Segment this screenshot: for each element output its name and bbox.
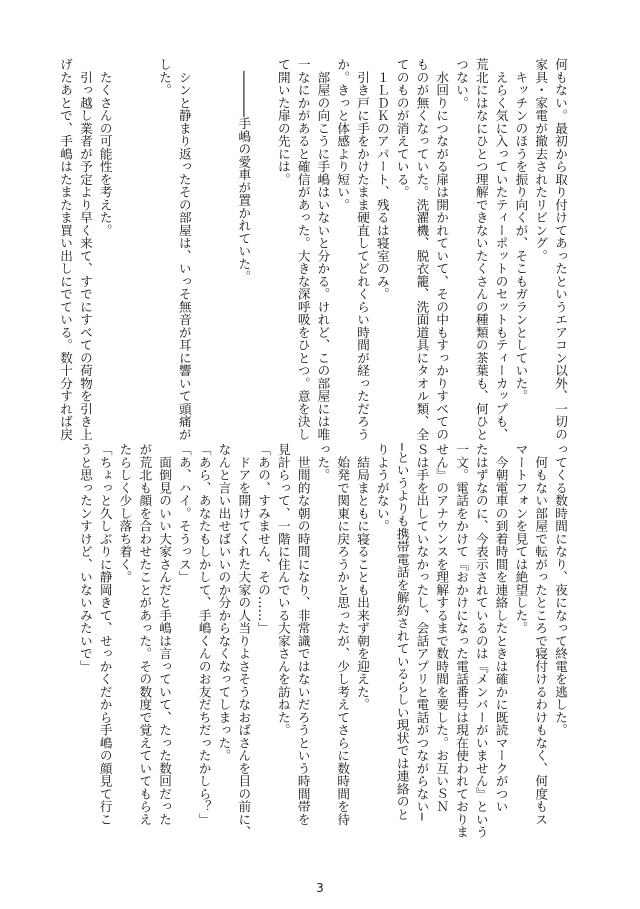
- text-line: シンと静まり返ったその部屋は、いっそ無音が耳に響いて頭痛が: [176, 58, 192, 441]
- text-line: った。: [315, 443, 331, 482]
- page-number: 3: [316, 881, 324, 895]
- text-line: Ｓは手を出していなかったし、会話アプリと電話がつながらない─: [414, 443, 430, 821]
- text-line: [115, 58, 135, 393]
- text-line: 結局まともに寝ることも出来ず朝を迎えた。: [355, 443, 371, 711]
- text-line: 一文。電話をかけて『おかけになった電話番号は現在使われておりま: [454, 443, 470, 839]
- text-line: か。きっと体感より短い。: [335, 58, 351, 211]
- text-line: 何もない部屋で転がったところで寝付けるわけもなく、何度もス: [533, 443, 549, 826]
- text-line: マートフォンを見ては絶望した。: [513, 443, 529, 635]
- text-line: ──────手嶋の愛車が置かれていた。: [236, 58, 252, 283]
- text-line: 見計らって、一階に住んでいる大家さんを訪ねた。: [275, 443, 291, 737]
- text-line: ってくる数時間になり、夜になって終電を逃した。: [553, 443, 568, 737]
- text-line: キッチンのほうを振り向くが、そこもガランとしていた。: [513, 58, 529, 403]
- text-line: [214, 58, 234, 393]
- upper-text-block: [58, 58, 570, 441]
- text-line: えらく気に入っていたティーポットのセットもティーカップも、: [493, 58, 509, 441]
- text-line: たくさんの可能性を考えた。: [97, 58, 113, 237]
- text-line: 家具・家電が撤去されたリビング。: [533, 58, 549, 262]
- text-line: した。: [157, 58, 173, 97]
- text-line: ものが無くなっていた。洗濯機、脱衣籠、洗面道具にタオル類、全: [414, 58, 430, 441]
- text-line: うと思ったンすけど、いないみたいで」: [77, 443, 93, 673]
- text-line: [253, 58, 273, 393]
- text-line: なんと言い出せばいいのか分からなくなってしまった。: [216, 443, 232, 762]
- text-line: [134, 58, 154, 393]
- text-line: 引き戸に手をかけたまま硬直してどれくらい時間が経っただろう: [355, 58, 371, 441]
- text-line: げたあとで、手嶋はたまたま買い出しにでている。数十分すれば戻: [58, 58, 74, 441]
- text-line: たらしく少し落ち着く。: [117, 443, 133, 584]
- text-line: 荒北にはなにひとつ理解できないたくさんの種類の茶葉も、何ひと: [473, 58, 489, 441]
- text-line: 「あの、すみません、その……」: [256, 443, 272, 635]
- text-line: [194, 58, 214, 393]
- text-line: 面倒見のいい大家さんだと手嶋は言っていて、たった数回だった: [157, 443, 173, 826]
- text-line: て開いた扉の先には。: [275, 58, 291, 186]
- text-line: が荒北も顔を合わせたことがあった。その数度で覚えていてもらえ: [137, 443, 153, 826]
- text-line: 何もない。最初から取り付けてあったというエアコン以外、一切の: [553, 58, 568, 441]
- text-line: 世間的な朝の時間になり、非常識ではないだろうという時間帯を: [295, 443, 311, 826]
- text-line: 部屋の向こうに手嶋はいないと分かる。けれど、この部屋には唯: [315, 58, 331, 441]
- text-line: つない。: [454, 58, 470, 109]
- text-line: 水回りにつながる扉は開かれていて、その中もすっかりすべての: [434, 58, 450, 441]
- text-line: せん』のアナウンスを理解するまで数時間を要した。お互いＳＮ: [434, 443, 450, 813]
- text-line: たはずなのに、今表示されているのは『メンバーがいません』という: [473, 443, 489, 839]
- lower-text-block: [70, 443, 570, 839]
- text-line: りようがない。: [374, 443, 390, 533]
- text-line: 「ちょっと久しぶりに静岡きて、せっかくだから手嶋の顔見て行こ: [97, 443, 113, 826]
- text-line: ─というよりも携帯電話を解約されているらしい現状では連絡のと: [394, 443, 410, 821]
- text-line: 今朝電車の到着時間を連絡したときは確かに既読マークがつい: [493, 443, 509, 813]
- text-line: 引っ越し業者が予定より早く来て、すでにすべての荷物を引き上: [77, 58, 93, 441]
- text-line: １ＬＤＫのアパート、残るは寝室のみ。: [374, 58, 390, 301]
- text-line: てのものが消えている。: [394, 58, 410, 199]
- text-line: ドアを開けてくれた大家の人当りよさそうなおばさんを目の前に、: [236, 443, 252, 839]
- text-line: 始発で関東に戻ろうかと思ったが、少し考えてさらに数時間を待: [335, 443, 351, 826]
- text-line: 一なにかがあると確信があった。大きな深呼吸をひとつ。意を決し: [295, 58, 311, 441]
- text-line: 「あ、ハイ。そうっス」: [176, 443, 192, 584]
- text-line: 「あら、あなたもしかして、手嶋くんのお友だちだったかしら？」: [196, 443, 212, 826]
